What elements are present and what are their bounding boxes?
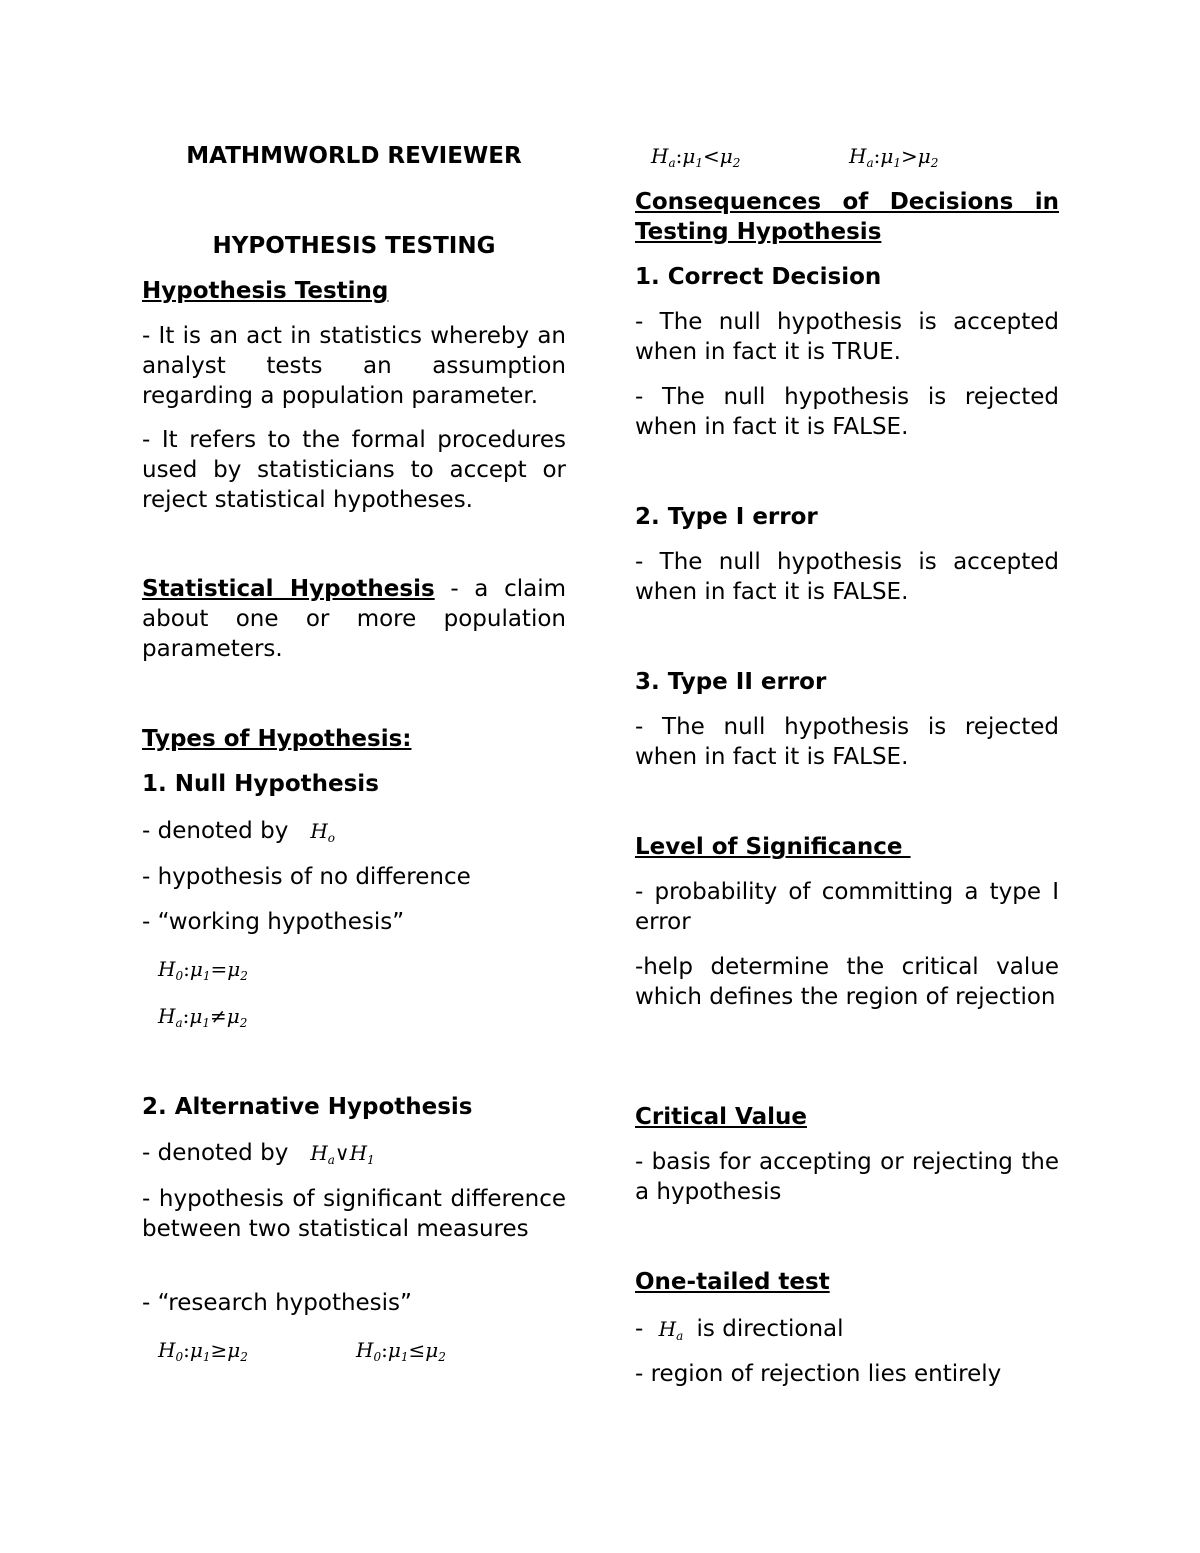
one-tailed-directional-line — [635, 1314, 1059, 1344]
type-1-error-heading: 2. Type I error — [635, 504, 818, 530]
null-item-working-hypothesis: - “working hypothesis” — [142, 909, 405, 935]
null-denoted-text: - denoted by — [142, 818, 289, 844]
statistical-hypothesis-definition — [142, 574, 566, 664]
one-tailed-directional-text: is directional — [689, 1316, 844, 1342]
null-item-no-difference: - hypothesis of no difference — [142, 864, 471, 890]
types-of-hypothesis-heading: Types of Hypothesis: — [142, 726, 412, 752]
document-title: MATHMWORLD REVIEWER — [186, 143, 522, 169]
hypothesis-testing-definition-1: - It is an act in statistics whereby an analyst tests an assumption regarding a population parameter. — [142, 323, 566, 409]
critical-value-definition: - basis for accepting or rejecting the a hypothesis — [635, 1149, 1059, 1205]
alt-equation-less-equal: $H_0:\mu_1\le\mu_2$ — [356, 1338, 446, 1364]
alt-denoted-text: - denoted by — [142, 1140, 289, 1166]
null-equation-equal: $H_0:\mu_1=\mu_2$ — [158, 957, 248, 983]
type-1-error-definition: - The null hypothesis is accepted when in fact it is FALSE. — [635, 549, 1059, 605]
correct-decision-heading: 1. Correct Decision — [635, 264, 882, 290]
statistical-hypothesis-text: - a claim about one or more population parameters. — [142, 576, 566, 662]
critical-value-heading: Critical Value — [635, 1104, 807, 1130]
alt-item-research-hypothesis: - “research hypothesis” — [142, 1290, 412, 1316]
alt-denoted-line — [142, 1138, 566, 1168]
null-hypothesis-symbol: $H_o$ — [310, 819, 335, 845]
significance-definition-2: -help determine the critical value which defines the region of rejection — [635, 954, 1059, 1010]
type-2-error-heading: 3. Type II error — [635, 669, 827, 695]
section-title: HYPOTHESIS TESTING — [212, 233, 496, 259]
correct-decision-rejected: - The null hypothesis is rejected when in fact it is FALSE. — [635, 384, 1059, 440]
one-tailed-rejection-region: - region of rejection lies entirely — [635, 1361, 1002, 1387]
null-hypothesis-heading: 1. Null Hypothesis — [142, 771, 379, 797]
hypothesis-testing-definition-2: - It refers to the formal procedures used by statisticians to accept or reject statistical hypotheses. — [142, 427, 566, 513]
consequences-heading: Consequences of Decisions in Testing Hypothesis — [635, 189, 1059, 245]
alternative-hypothesis-heading: 2. Alternative Hypothesis — [142, 1094, 473, 1120]
level-of-significance-heading: Level of Significance — [635, 834, 911, 860]
alt-equation-greater-than: $H_a:\mu_1>\mu_2$ — [849, 144, 939, 170]
significance-definition-1: - probability of committing a type I error — [635, 879, 1059, 935]
alt-item-significant-difference: - hypothesis of significant difference between two statistical measures — [142, 1186, 566, 1242]
statistical-hypothesis-term: Statistical Hypothesis — [142, 576, 435, 602]
one-tailed-dash: - — [635, 1316, 651, 1342]
type-2-error-definition: - The null hypothesis is rejected when in fact it is FALSE. — [635, 714, 1059, 770]
alternative-hypothesis-symbol: $H_a\vee H_1$ — [310, 1141, 375, 1167]
ha-symbol: $H_a$ — [658, 1317, 684, 1343]
one-tailed-test-heading: One-tailed test — [635, 1269, 830, 1295]
hypothesis-testing-heading: Hypothesis Testing — [142, 278, 389, 304]
alt-equation-greater-equal: $H_0:\mu_1\ge\mu_2$ — [158, 1338, 248, 1364]
null-equation-not-equal: $H_a:\mu_1\ne\mu_2$ — [158, 1004, 248, 1030]
null-denoted-line — [142, 816, 566, 846]
alt-equation-less-than: $H_a:\mu_1<\mu_2$ — [651, 144, 741, 170]
correct-decision-accepted: - The null hypothesis is accepted when in fact it is TRUE. — [635, 309, 1059, 365]
